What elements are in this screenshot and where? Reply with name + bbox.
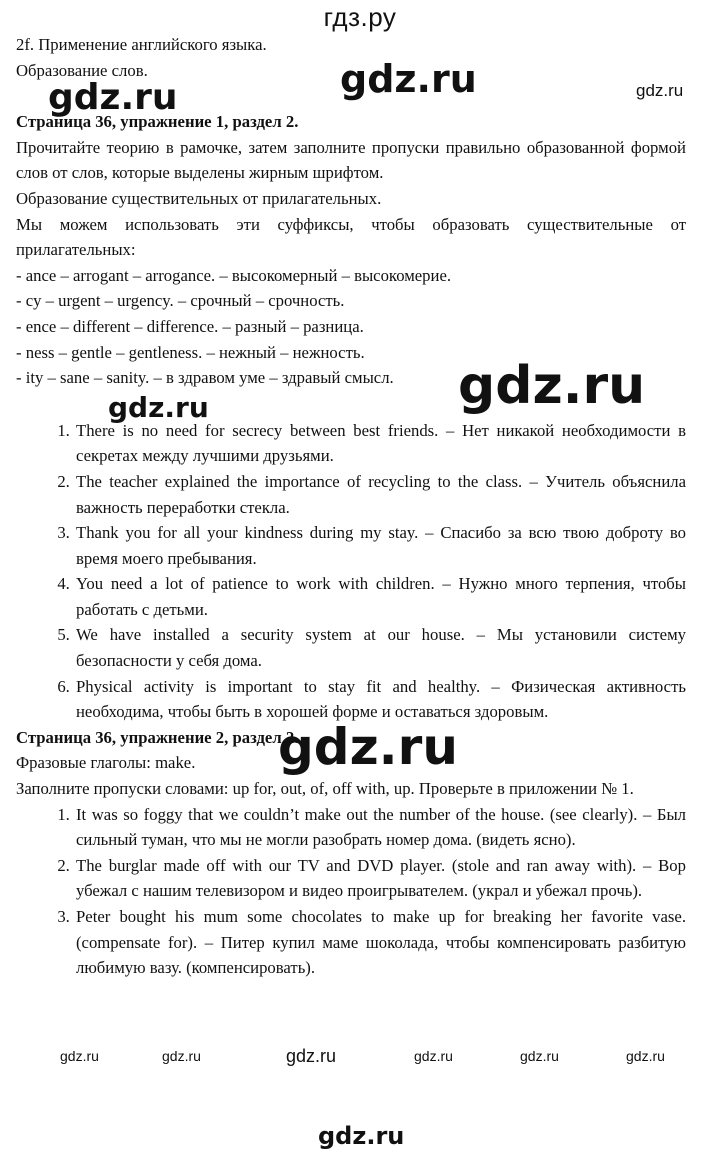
watermark-row-6: gdz.ru <box>626 1048 665 1064</box>
watermark-row-4: gdz.ru <box>414 1048 453 1064</box>
watermark-top-left: gdz.ru <box>48 77 178 118</box>
section1-heading: Страница 36, упражнение 1, раздел 2. <box>16 112 299 132</box>
section1-instruction: Прочитайте теорию в рамочке, затем заполните пропуски правильно образованной формой слов от слов, которые выделены жирным шрифтом. <box>16 137 686 183</box>
watermark-footer: gdz.ru <box>318 1122 405 1150</box>
watermark-mid-right: gdz.ru <box>458 356 646 416</box>
section1-answer-5: 5. We have installed a security system at our house. – Мы установили систему безопасности у себя дома. <box>74 622 686 673</box>
section1-answer-4: 4. You need a lot of patience to work with children. – Нужно много терпения, чтобы работать с детьми. <box>74 571 686 622</box>
section2-topic: Фразовые глаголы: make. <box>16 753 196 773</box>
watermark-row-3: gdz.ru <box>286 1046 337 1066</box>
intro-line-1: 2f. Применение английского языка. <box>16 35 267 54</box>
section2-answer-1: 1. It was so foggy that we couldn’t make out the number of the house. (see clearly). – Был сильный туман, что мы не могли разобрать номер дома. (видеть ясно). <box>74 802 686 853</box>
section1-description: Мы можем использовать эти суффиксы, чтобы образовать существительные от прилагательных: <box>16 214 686 260</box>
section2-instruction: Заполните пропуски словами: up for, out, of, off with, up. Проверьте в приложении № 1. <box>16 779 634 799</box>
suffix-line-1: - ance – arrogant – arrogance. – высокомерный – высокомерие. <box>16 265 452 285</box>
site-title: гдз.ру <box>323 2 397 32</box>
watermark-top-right: gdz.ru <box>636 81 684 100</box>
watermark-row-2: gdz.ru <box>162 1048 201 1064</box>
section2-answer-2: 2. The burglar made off with our TV and DVD player. (stole and ran away with). – Вор убежал с нашим телевизором и видео проигрывателем. (украл и убежал прочь). <box>74 853 686 904</box>
watermark-mid-left: gdz.ru <box>108 391 209 424</box>
watermark-row-1: gdz.ru <box>60 1048 99 1064</box>
suffix-line-4: - ness – gentle – gentleness. – нежный – нежность. <box>16 342 365 362</box>
suffix-line-5: - ity – sane – sanity. – в здравом уме – здравый смысл. <box>16 368 394 388</box>
section1-answer-list <box>16 418 686 725</box>
section2-heading: Страница 36, упражнение 2, раздел 2. <box>16 727 299 747</box>
section2-answer-list <box>16 802 686 981</box>
intro-line-2: Образование слов. <box>16 60 148 80</box>
suffix-line-3: - ence – different – difference. – разный – разница. <box>16 316 364 336</box>
section2-answer-3: 3. Peter bought his mum some chocolates to make up for breaking her favorite vase. (compensate for). – Питер купил маме шоколада, чтобы компенсировать разбитую любимую вазу. (компенсировать). <box>74 904 686 981</box>
section1-answer-1: 1. There is no need for secrecy between best friends. – Нет никакой необходимости в секретах между лучшими друзьями. <box>74 418 686 469</box>
watermark-center: gdz.ru <box>278 718 458 776</box>
section1-answer-2: 2. The teacher explained the importance of recycling to the class. – Учитель объяснила важность переработки стекла. <box>74 469 686 520</box>
section1-answer-6: 6. Physical activity is important to stay fit and healthy. – Физическая активность необходима, чтобы быть в хорошей форме и оставаться здоровым. <box>74 674 686 725</box>
section1-subheading: Образование существительных от прилагательных. <box>16 188 382 208</box>
watermark-row-5: gdz.ru <box>520 1048 559 1064</box>
document-body <box>16 32 686 981</box>
section1-answer-3: 3. Thank you for all your kindness during my stay. – Спасибо за всю твою доброту во время моего пребывания. <box>74 520 686 571</box>
suffix-line-2: - cy – urgent – urgency. – срочный – срочность. <box>16 291 345 311</box>
watermark-top-center: gdz.ru <box>340 57 477 101</box>
